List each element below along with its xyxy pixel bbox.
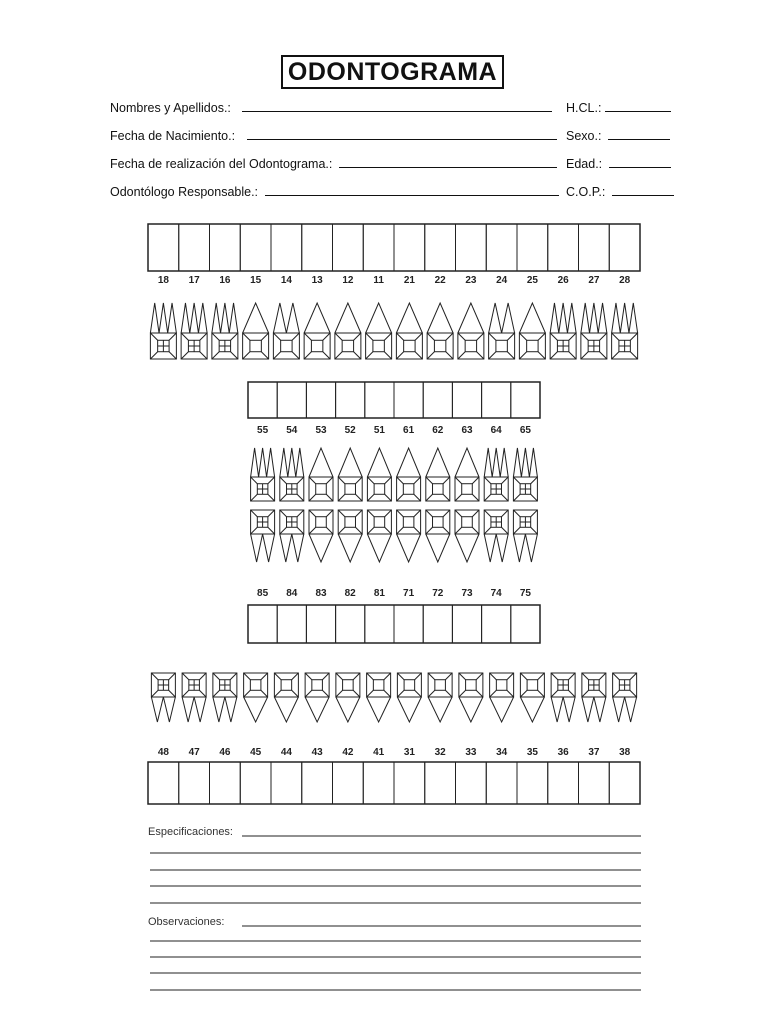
realizacion-label: Fecha de realización del Odontograma.: [110,157,333,171]
tooth-box[interactable] [336,605,365,643]
cop-label: C.O.P.: [566,185,606,199]
tooth-number: 17 [188,275,200,286]
tooth-box[interactable] [365,382,394,418]
tooth[interactable] [367,448,391,501]
tooth[interactable] [397,673,421,722]
tooth-box[interactable] [511,605,540,643]
tooth-box[interactable] [148,224,179,271]
tooth[interactable] [338,448,362,501]
tooth-number: 85 [257,588,269,599]
observaciones-label: Observaciones: [148,916,225,928]
tooth-box[interactable] [333,224,364,271]
tooth[interactable] [489,303,515,359]
upper-permanent-numbers [158,275,631,286]
tooth[interactable] [613,673,637,722]
tooth-box[interactable] [486,762,517,804]
tooth[interactable] [367,673,391,722]
tooth[interactable] [150,303,176,359]
tooth-number: 84 [286,588,298,599]
tooth-box[interactable] [271,762,302,804]
tooth-number: 55 [257,425,269,436]
tooth-box[interactable] [363,762,394,804]
tooth-box[interactable] [148,762,179,804]
tooth-box[interactable] [179,224,210,271]
tooth-number: 34 [496,747,508,758]
tooth-box[interactable] [306,382,335,418]
tooth[interactable] [455,510,479,562]
tooth-box[interactable] [394,605,423,643]
tooth-box[interactable] [482,605,511,643]
tooth[interactable] [582,673,606,722]
writing-lines [150,836,641,990]
tooth-box[interactable] [365,605,394,643]
tooth-box[interactable] [609,224,640,271]
lower-permanent-teeth [151,673,636,722]
lower-permanent-numbers [158,747,631,758]
tooth-box[interactable] [579,762,610,804]
tooth-box[interactable] [336,382,365,418]
tooth[interactable] [151,673,175,722]
tooth-number: 12 [342,275,354,286]
tooth[interactable] [335,303,361,359]
tooth-number: 83 [315,588,327,599]
tooth-number: 47 [188,747,200,758]
tooth[interactable] [280,510,304,562]
tooth-box[interactable] [423,382,452,418]
tooth-number: 65 [519,425,531,436]
tooth-box[interactable] [456,762,487,804]
tooth-box[interactable] [579,224,610,271]
tooth-number: 54 [286,425,298,436]
tooth-number: 48 [157,747,169,758]
tooth-number: 15 [250,275,262,286]
page-title: ODONTOGRAMA [281,55,504,89]
tooth-number: 42 [342,747,354,758]
tooth-number: 81 [373,588,385,599]
tooth-box[interactable] [277,382,306,418]
upper-deciduous-numbers [257,425,531,436]
tooth[interactable] [274,673,298,722]
tooth-box[interactable] [363,224,394,271]
tooth-number: 18 [157,275,169,286]
tooth-number: 75 [519,588,531,599]
tooth-box[interactable] [452,605,481,643]
tooth[interactable] [367,510,391,562]
tooth-box[interactable] [394,224,425,271]
tooth-number: 62 [432,425,444,436]
tooth[interactable] [305,673,329,722]
tooth-number: 27 [588,275,600,286]
tooth-box[interactable] [248,605,277,643]
tooth-number: 13 [311,275,323,286]
tooth[interactable] [309,448,333,501]
tooth-box[interactable] [333,762,364,804]
tooth-box[interactable] [306,605,335,643]
lower-permanent-boxes [148,762,640,804]
tooth[interactable] [182,673,206,722]
tooth-number: 52 [344,425,356,436]
tooth-number: 41 [373,747,385,758]
tooth-box[interactable] [548,762,579,804]
tooth[interactable] [397,448,421,501]
tooth-number: 72 [432,588,444,599]
tooth-number: 44 [280,747,292,758]
tooth-box[interactable] [240,224,271,271]
tooth-number: 14 [280,275,292,286]
tooth-number: 25 [526,275,538,286]
tooth-number: 64 [490,425,502,436]
tooth-number: 32 [434,747,446,758]
nombres-label: Nombres y Apellidos.: [110,101,231,115]
tooth-number: 23 [465,275,477,286]
tooth-number: 43 [311,747,323,758]
tooth[interactable] [366,303,392,359]
tooth-number: 61 [403,425,415,436]
tooth[interactable] [273,303,299,359]
tooth[interactable] [251,448,275,501]
tooth-number: 51 [373,425,385,436]
tooth-box[interactable] [248,382,277,418]
tooth[interactable] [251,510,275,562]
tooth[interactable] [550,303,576,359]
tooth-number: 82 [344,588,356,599]
tooth[interactable] [551,673,575,722]
tooth[interactable] [181,303,207,359]
tooth-box[interactable] [394,382,423,418]
tooth[interactable] [336,673,360,722]
tooth[interactable] [459,673,483,722]
tooth-box[interactable] [482,382,511,418]
tooth[interactable] [212,303,238,359]
tooth-number: 24 [496,275,508,286]
tooth-box[interactable] [517,224,548,271]
tooth-number: 28 [619,275,631,286]
tooth-number: 37 [588,747,600,758]
upper-permanent-teeth [150,303,637,359]
tooth[interactable] [458,303,484,359]
tooth[interactable] [427,303,453,359]
tooth-number: 53 [315,425,327,436]
especificaciones-label: Especificaciones: [148,826,233,838]
tooth-box[interactable] [548,224,579,271]
tooth-box[interactable] [277,605,306,643]
odontologo-label: Odontólogo Responsable.: [110,185,259,199]
tooth-number: 11 [373,275,384,286]
upper-permanent-boxes [148,224,640,271]
tooth-number: 38 [619,747,631,758]
tooth-box[interactable] [452,382,481,418]
tooth-number: 63 [461,425,473,436]
tooth[interactable] [396,303,422,359]
tooth[interactable] [484,510,508,562]
tooth-number: 46 [219,747,231,758]
tooth[interactable] [455,448,479,501]
tooth-box[interactable] [271,224,302,271]
tooth-number: 26 [557,275,569,286]
tooth-number: 22 [434,275,446,286]
tooth-box[interactable] [423,605,452,643]
tooth[interactable] [426,510,450,562]
tooth[interactable] [243,303,269,359]
tooth-number: 45 [250,747,262,758]
tooth-box[interactable] [456,224,487,271]
tooth[interactable] [519,303,545,359]
tooth-number: 35 [526,747,538,758]
tooth[interactable] [484,448,508,501]
tooth-box[interactable] [486,224,517,271]
upper-deciduous-boxes [248,382,540,418]
edad-label: Edad.: [566,157,603,171]
tooth-number: 33 [465,747,477,758]
tooth[interactable] [513,448,537,501]
tooth[interactable] [244,673,268,722]
tooth[interactable] [338,510,362,562]
tooth-box[interactable] [302,224,333,271]
hcl-label: H.CL.: [566,101,602,115]
lower-deciduous-teeth [251,510,538,562]
tooth-number: 73 [461,588,473,599]
tooth-box[interactable] [425,224,456,271]
tooth[interactable] [397,510,421,562]
lower-deciduous-numbers [257,588,531,599]
tooth-number: 71 [403,588,415,599]
tooth-number: 31 [403,747,415,758]
tooth-box[interactable] [517,762,548,804]
tooth[interactable] [309,510,333,562]
tooth[interactable] [520,673,544,722]
tooth-number: 21 [403,275,415,286]
tooth-number: 16 [219,275,231,286]
tooth[interactable] [612,303,638,359]
upper-deciduous-teeth [251,448,538,501]
tooth[interactable] [280,448,304,501]
tooth[interactable] [581,303,607,359]
tooth[interactable] [513,510,537,562]
tooth[interactable] [213,673,237,722]
tooth[interactable] [304,303,330,359]
tooth[interactable] [490,673,514,722]
tooth[interactable] [426,448,450,501]
sexo-label: Sexo.: [566,129,602,143]
tooth-box[interactable] [210,762,241,804]
lower-deciduous-boxes [248,605,540,643]
tooth-number: 74 [490,588,502,599]
tooth-box[interactable] [240,762,271,804]
tooth-box[interactable] [609,762,640,804]
tooth-box[interactable] [425,762,456,804]
tooth-number: 36 [557,747,569,758]
tooth-box[interactable] [179,762,210,804]
tooth-box[interactable] [511,382,540,418]
tooth-box[interactable] [210,224,241,271]
tooth[interactable] [428,673,452,722]
tooth-box[interactable] [302,762,333,804]
nacimiento-label: Fecha de Nacimiento.: [110,129,236,143]
tooth-box[interactable] [394,762,425,804]
